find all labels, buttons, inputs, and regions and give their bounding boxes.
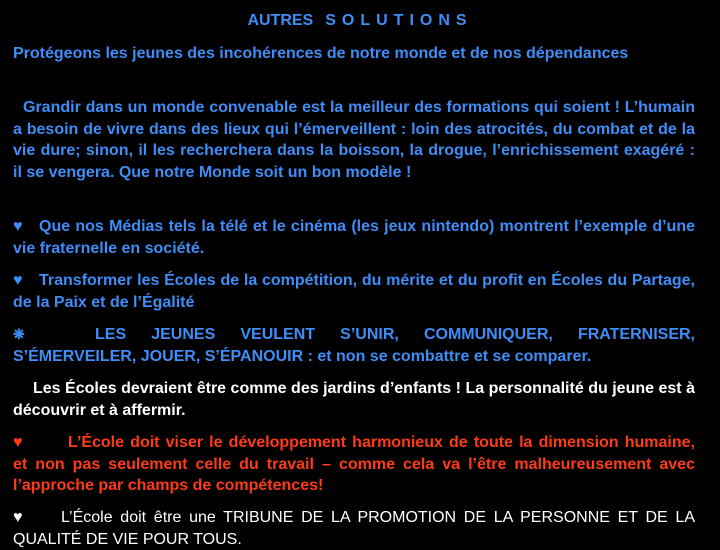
paragraph-gardens: [13, 378, 695, 421]
paragraph-harmonious: [13, 432, 695, 497]
heart-icon: ♥: [13, 218, 23, 235]
paragraph-grow-up-text: Grandir dans un monde convenable est la meilleur des formations qui soient ! L’humain a besoin de vivre dans des lieux qui l’émerveillent : loin des atrocités, du combat et de la vie dure; sinon, il les recherchera dans la boisson, la drogue, l’enrichissement exagéré : il se vengera. Que notre Monde soit un bon modèle !: [13, 99, 695, 181]
paragraph-youth-want: [13, 324, 695, 367]
heart-icon: ♥: [13, 509, 23, 526]
title-word-solutions: SOLUTIONS: [325, 12, 473, 29]
paragraph-gardens-text: Les Écoles devraient être comme des jardins d’enfants ! La personnalité du jeune est à découvrir et à affermir.: [13, 380, 695, 419]
paragraph-tribune-text: L’École doit être une TRIBUNE DE LA PROMOTION DE LA PERSONNE ET DE LA QUALITÉ DE VIE POUR TOUS.: [13, 509, 695, 548]
paragraph-protect-youth: Protégeons les jeunes des incohérences de notre monde et de nos dépendances: [13, 45, 629, 62]
paragraph-youth-want-text: LES JEUNES VEULENT S’UNIR, COMMUNIQUER, FRATERNISER, S’ÉMERVEILER, JOUER, S’ÉPANOUIR : et non se combattre et se comparer.: [13, 326, 695, 365]
paragraph-grow-up: [13, 97, 695, 183]
title-word-autres: AUTRES: [247, 12, 314, 29]
sun-icon: ❋: [13, 326, 25, 342]
page-title: [0, 10, 720, 32]
paragraph-media: [13, 216, 695, 259]
paragraph-schools-text: Transformer les Écoles de la compétition, du mérite et du profit en Écoles du Partage, de la Paix et de l’Égalité: [13, 272, 695, 311]
paragraph-media-text: Que nos Médias tels la télé et le cinéma (les jeux nintendo) montrent l’exemple d’une vie fraternelle en société.: [13, 218, 695, 257]
heart-icon: ♥: [13, 434, 23, 451]
paragraph-tribune: [13, 507, 695, 550]
paragraph-harmonious-text: L’École doit viser le développement harmonieux de toute la dimension humaine, et non pas seulement celle du travail – comme cela va l’être malheureusement avec l’approche par champs de compétences!: [13, 434, 695, 494]
paragraph-schools: [13, 270, 695, 313]
heart-icon: ♥: [13, 272, 23, 289]
